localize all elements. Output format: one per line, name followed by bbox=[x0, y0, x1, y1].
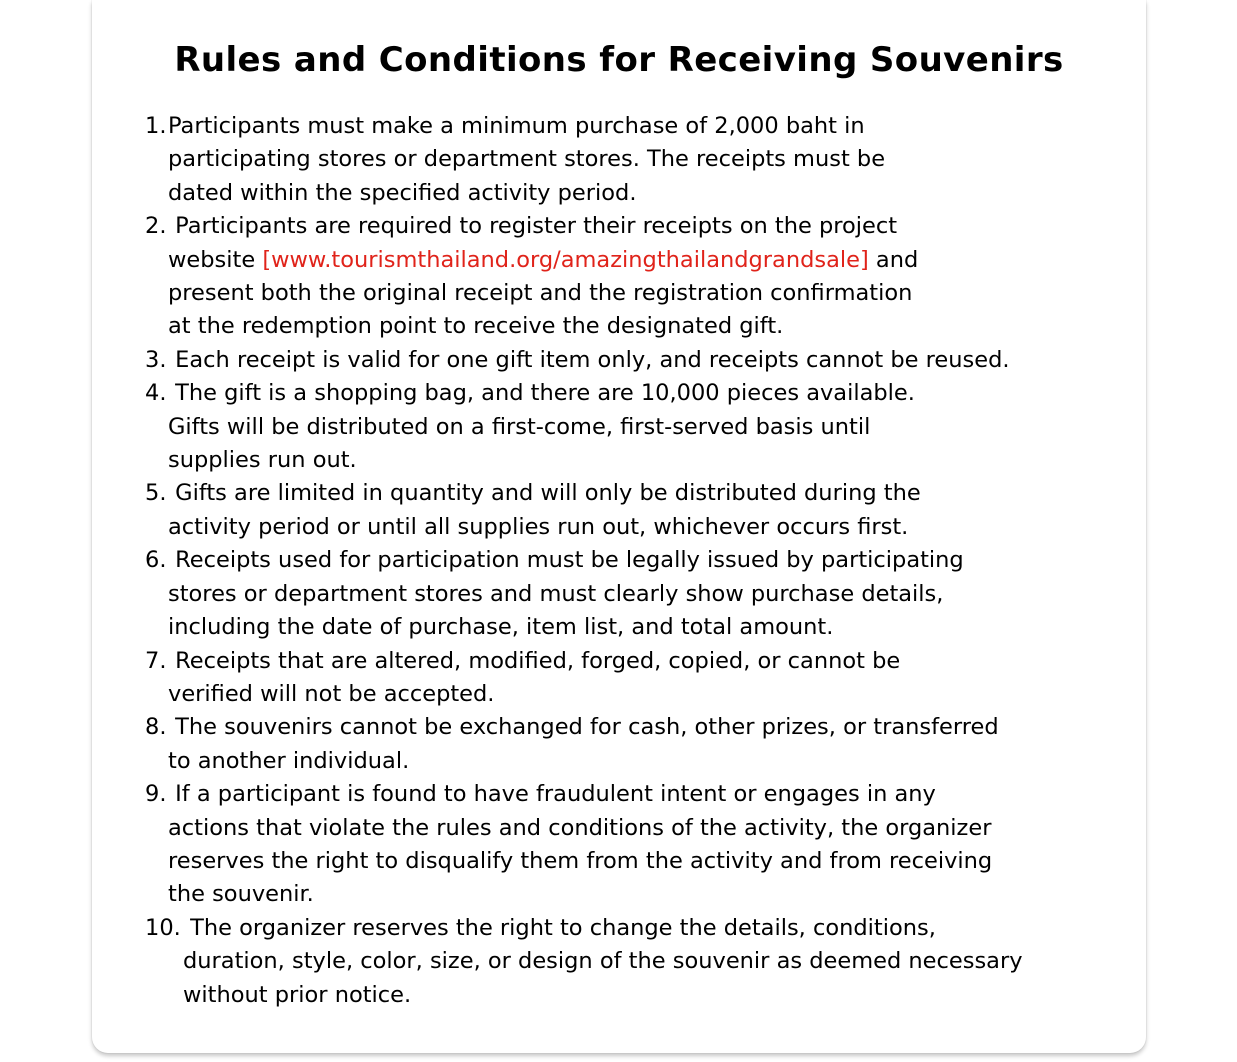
rule-item bbox=[145, 110, 1105, 210]
rule-text: and bbox=[868, 246, 919, 273]
rule-line: to another individual. bbox=[168, 747, 410, 774]
rule-number: 7. bbox=[145, 647, 167, 674]
rule-line: participating stores or department stores. The receipts must be bbox=[168, 146, 886, 173]
project-website-link[interactable]: [www.tourismthailand.org/amazingthailandgrandsale] bbox=[262, 246, 869, 273]
rule-item bbox=[145, 477, 1105, 544]
rule-number: 4. bbox=[145, 380, 167, 407]
rule-line: Participants must make a minimum purchase of 2,000 baht in bbox=[168, 113, 865, 139]
rule-text: website bbox=[168, 246, 263, 273]
rule-line: The souvenirs cannot be exchanged for cash, other prizes, or transferred bbox=[168, 714, 999, 741]
rule-line: activity period or until all supplies run out, whichever occurs first. bbox=[168, 513, 909, 540]
rule-line: Each receipt is valid for one gift item only, and receipts cannot be reused. bbox=[168, 346, 1010, 373]
rule-number: 2. bbox=[145, 213, 167, 240]
rule-line: the souvenir. bbox=[168, 881, 314, 908]
rule-line: present both the original receipt and the registration confirmation bbox=[168, 280, 913, 307]
rule-line: dated within the specified activity period. bbox=[168, 179, 637, 206]
rule-line: stores or department stores and must clearly show purchase details, bbox=[168, 580, 944, 607]
rule-line: including the date of purchase, item list, and total amount. bbox=[168, 614, 834, 641]
rule-line: The organizer reserves the right to change the details, conditions, bbox=[183, 914, 936, 941]
rule-line: at the redemption point to receive the designated gift. bbox=[168, 313, 784, 340]
rule-line: The gift is a shopping bag, and there are 10,000 pieces available. bbox=[168, 380, 915, 407]
rule-item bbox=[145, 377, 1105, 477]
rule-number: 1. bbox=[145, 113, 167, 139]
rule-item bbox=[145, 711, 1105, 778]
rule-item bbox=[145, 912, 1105, 1012]
rule-line bbox=[168, 244, 1105, 277]
page-title: Rules and Conditions for Receiving Souvenirs bbox=[174, 40, 1064, 80]
rules-list bbox=[145, 110, 1105, 1012]
rule-line: supplies run out. bbox=[168, 447, 357, 474]
rule-line: verified will not be accepted. bbox=[168, 680, 495, 707]
rule-item bbox=[145, 344, 1105, 377]
rule-line: duration, style, color, size, or design of the souvenir as deemed necessary bbox=[183, 948, 1023, 975]
rule-line: actions that violate the rules and conditions of the activity, the organizer bbox=[168, 814, 992, 841]
rule-number: 9. bbox=[145, 781, 167, 808]
rule-number: 5. bbox=[145, 480, 167, 507]
rule-number: 10. bbox=[145, 914, 181, 941]
rule-line: without prior notice. bbox=[183, 981, 412, 1008]
rule-number: 6. bbox=[145, 547, 167, 574]
rule-line: Participants are required to register their receipts on the project bbox=[168, 213, 898, 240]
rule-line: reserves the right to disqualify them from the activity and from receiving bbox=[168, 847, 993, 874]
rule-item bbox=[145, 544, 1105, 644]
rule-line: Receipts that are altered, modified, forged, copied, or cannot be bbox=[168, 647, 901, 674]
rule-line: Receipts used for participation must be legally issued by participating bbox=[168, 547, 964, 574]
rule-line: Gifts will be distributed on a first-come, first-served basis until bbox=[168, 413, 871, 440]
rule-line: If a participant is found to have fraudulent intent or engages in any bbox=[168, 781, 936, 808]
rule-number: 3. bbox=[145, 346, 167, 373]
rule-line: Gifts are limited in quantity and will only be distributed during the bbox=[168, 480, 921, 507]
rule-number: 8. bbox=[145, 714, 167, 741]
rule-item bbox=[145, 645, 1105, 712]
rule-item bbox=[145, 778, 1105, 912]
rules-card bbox=[92, 0, 1146, 1053]
rule-item bbox=[145, 210, 1105, 344]
